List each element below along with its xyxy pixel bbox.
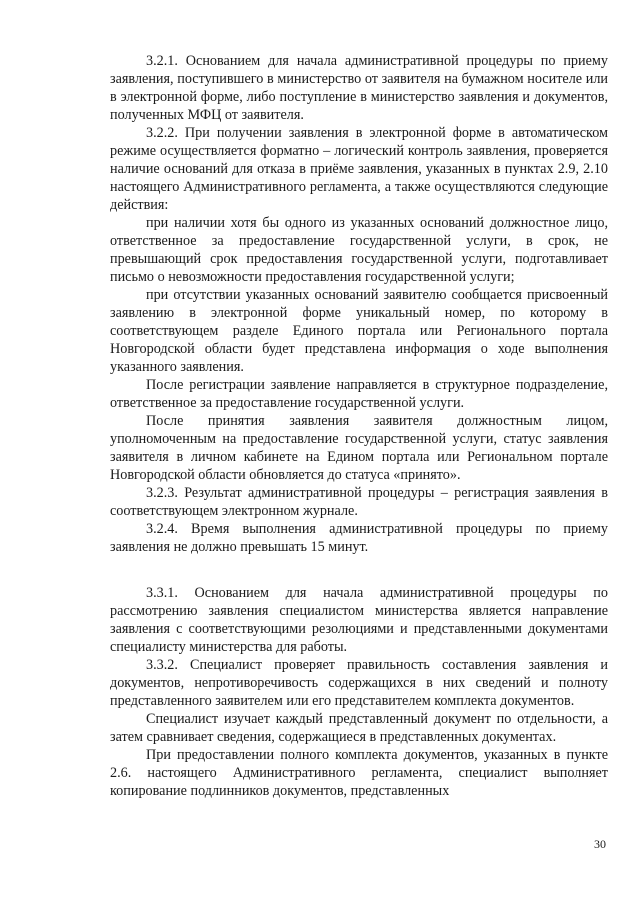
paragraph-grounds-present: при наличии хотя бы одного из указанных оснований должностное лицо, ответственное за предоставление государственной услуги, в срок, не превышающий срок предоставления государственной услуги, подготавливает письмо о невозможности предоставления государственной услуги; [110,215,608,285]
page-number: 30 [594,837,606,851]
paragraph-after-acceptance: После принятия заявления заявителя должностным лицом, уполномоченным на предоставление государственной услуги, статус заявления заявителя в личном кабинете на Едином портала или Региональном портале Новгородской области обновляется до статуса «принято». [110,413,608,483]
paragraph-3-2-3: 3.2.3. Результат административной процедуры – регистрация заявления в соответствующем электронном журнале. [110,485,608,519]
paragraph-3-3-2: 3.3.2. Специалист проверяет правильность составления заявления и документов, непротиворечивость содержащихся в них сведений и полноту представленного заявителем или его представителем комплекта документов. [110,657,608,709]
paragraph-grounds-absent: при отсутствии указанных оснований заявителю сообщается присвоенный заявлению в электронной форме уникальный номер, по которому в соответствующем разделе Единого портала или Регионального портала Новгородской области будет представлена информация о ходе выполнения указанного заявления. [110,287,608,375]
paragraph-specialist-studies: Специалист изучает каждый представленный документ по отдельности, а затем сравнивает сведения, содержащиеся в представленных документах. [110,711,608,745]
document-body [110,52,608,800]
paragraph-full-set: При предоставлении полного комплекта документов, указанных в пункте 2.6. настоящего Административного регламента, специалист выполняет копирование подлинников документов, представленных [110,747,608,799]
paragraph-3-3-1: 3.3.1. Основанием для начала административной процедуры по рассмотрению заявления специалистом министерства является направление заявления с соответствующими резолюциями и представленными документами специалисту министерства для работы. [110,585,608,655]
paragraph-after-registration: После регистрации заявление направляется в структурное подразделение, ответственное за предоставление государственной услуги. [110,377,608,411]
paragraph-3-2-1: 3.2.1. Основанием для начала административной процедуры по приему заявления, поступившего в министерство от заявителя на бумажном носителе или в электронной форме, либо поступление в министерство заявления и документов, полученных МФЦ от заявителя. [110,53,608,123]
paragraph-3-2-4: 3.2.4. Время выполнения административной процедуры по приему заявления не должно превышать 15 минут. [110,521,608,555]
paragraph-3-2-2: 3.2.2. При получении заявления в электронной форме в автоматическом режиме осуществляется форматно – логический контроль заявления, проверяется наличие оснований для отказа в приёме заявления, указанных в пунктах 2.9, 2.10 настоящего Административного регламента, а также осуществляются следующие действия: [110,125,608,213]
